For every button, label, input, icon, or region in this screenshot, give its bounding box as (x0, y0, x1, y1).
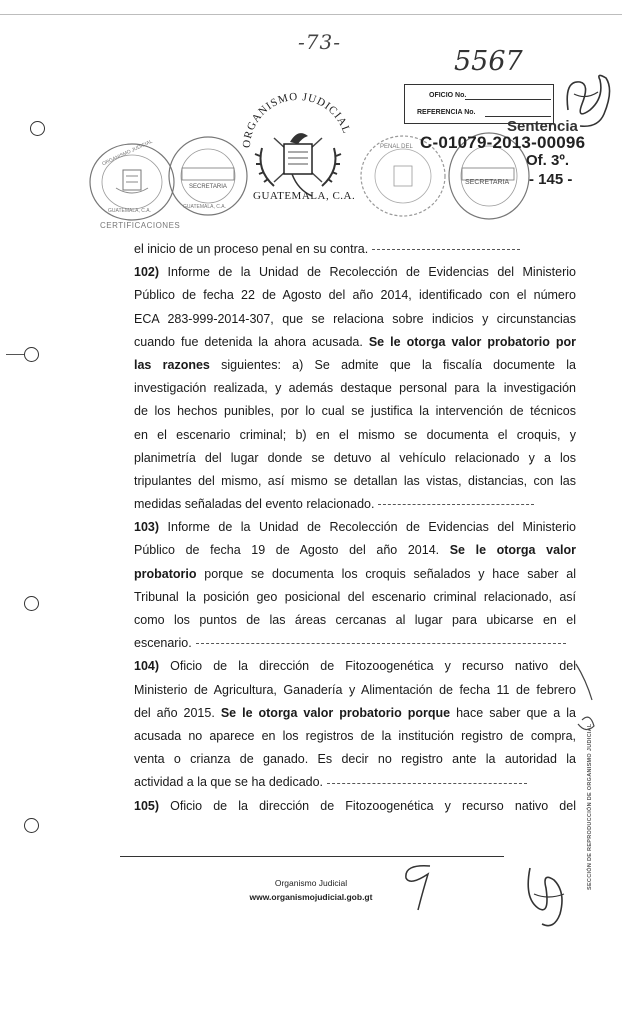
body-line: ECA 283-999-2014-307, que se relaciona sobre indicios y circunstancias (134, 311, 576, 326)
body-line: del año 2015. Se le otorga valor probatorio porque hace saber que a la (134, 705, 576, 720)
binder-hole (24, 347, 39, 362)
guatemala-coat-of-arms-icon (232, 78, 364, 208)
case-number: C-01079-2013-00096 (420, 133, 586, 152)
body-line: investigación realizada, y además destaque personal para la investigación (134, 381, 576, 396)
seal-right-2-text: SECRETARIA (465, 179, 510, 186)
body-line: 104) Oficio de la dirección de Fitozoogenética y recurso nativo del (134, 659, 576, 674)
footer-rule (120, 856, 504, 857)
body-line: Tribunal la posición geo posicional del escenario criminal relacionado, así (134, 589, 576, 604)
sentencia-label: Sentencia (507, 118, 578, 135)
body-line: de los hechos punibles, por lo cual se justifica la intervención de técnicos (134, 404, 576, 419)
emblem-caption: GUATEMALA, C.A. (253, 190, 356, 202)
body-line: planimetría del lugar donde se detuvo al vehículo relacionado y a los (134, 450, 576, 465)
certificaciones-label: CERTIFICACIONES (100, 221, 181, 230)
body-line: 105) Oficio de la dirección de Fitozoogenética y recurso nativo del (134, 798, 576, 813)
body-line: como los puntos de las áreas cercanas al lugar para ubicarse en el (134, 613, 576, 627)
binder-hole (30, 121, 45, 136)
body-line: cuando fue detenida la ahora acusada. Se le otorga valor probatorio por (134, 334, 576, 349)
referencia-line (485, 116, 551, 117)
body-line: probatorio porque se documenta los croquis señalados y hace saber al (134, 566, 576, 581)
oficio-label: OFICIO No. (429, 92, 467, 99)
body-line: el inicio de un proceso penal en su contra. (134, 238, 576, 261)
body-line: tripulantes del mismo, así mismo se detallan las vistas, distancias, con las (134, 473, 576, 488)
body-line: escenario. (134, 632, 576, 655)
body-line: medidas señaladas del evento relacionado. (134, 493, 576, 516)
seal-left-1-bottom: GUATEMALA, C.A. (108, 208, 151, 214)
body-line: en el escenario criminal; b) en el mismo se documenta el croquis, y (134, 427, 576, 442)
binder-hole (24, 818, 39, 833)
oficio-line (465, 99, 551, 100)
body-line: las razones siguientes: a) Se admite que la fiscalía documente la (134, 357, 576, 372)
top-crease-line (0, 14, 622, 15)
seal-left-2-bottom: GUATEMALA, C.A. (183, 204, 226, 210)
body-line: actividad a la que se ha dedicado. (134, 771, 576, 794)
body-line: Ministerio de Agricultura, Ganadería y Alimentación de fecha 11 de febrero (134, 682, 576, 697)
body-line: acusada no aparece en los registros de la institución registro de compra, (134, 728, 576, 743)
binder-hole (24, 596, 39, 611)
seal-left-2-text: SECRETARIA (189, 184, 227, 190)
of-number: Of. 3º. (526, 152, 569, 169)
emblem-arc-text: ORGANISMO JUDICIAL (240, 90, 353, 149)
reproduction-side-stamp: SECCIÓN DE REPRODUCCIÓN DE ORGANISMO JUDICIAL (587, 723, 593, 890)
body-line: 103) Informe de la Unidad de Recolección de Evidencias del Ministerio (134, 520, 576, 535)
body-line: Público de fecha 19 de Agosto del año 2014. Se le otorga valor (134, 543, 576, 558)
seal-left-1-text: ORGANISMO JUDICIAL (101, 138, 154, 168)
body-line: Público de fecha 22 de Agosto del año 2014, identificado con el número (134, 288, 576, 303)
page-number: - 145 - (529, 171, 573, 188)
body-line: venta o crianza de ganado. Es decir no registro ante la autoridad la (134, 752, 576, 767)
handwritten-file-number: 5567 (454, 46, 523, 77)
handwritten-folio-number: -73- (298, 30, 341, 54)
referencia-label: REFERENCIA No. (417, 109, 476, 116)
footer-organization: Organismo Judicial (274, 878, 348, 888)
document-body (134, 238, 576, 818)
binder-hole-tear (6, 354, 24, 355)
footer-url: www.organismojudicial.gob.gt (249, 892, 373, 902)
seal-right-1-text: PENAL DEL (380, 144, 413, 150)
body-line: 102) Informe de la Unidad de Recolección de Evidencias del Ministerio (134, 265, 576, 280)
